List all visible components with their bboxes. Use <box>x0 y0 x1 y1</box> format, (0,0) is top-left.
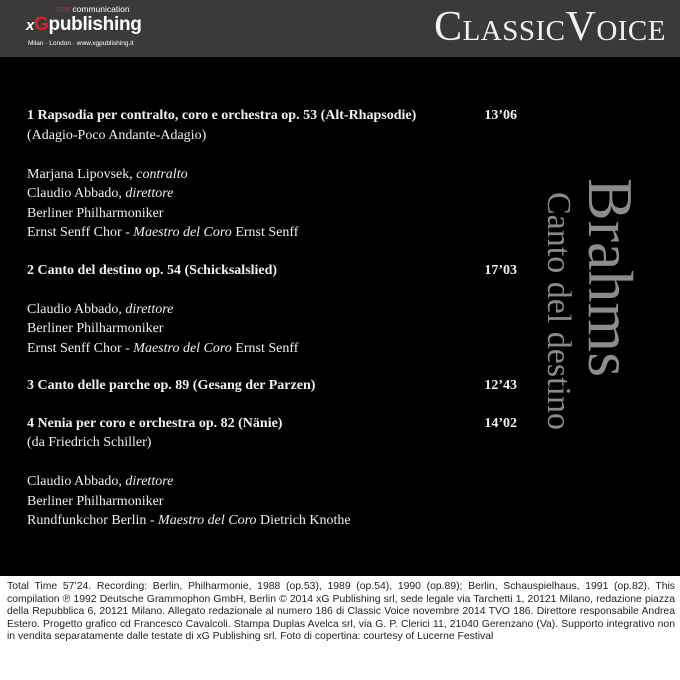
composer-vertical-title: Brahms <box>575 178 646 378</box>
credit-line: Berliner Philharmoniker <box>27 321 164 336</box>
logo-wordmark: xGpublishing <box>26 14 142 35</box>
track-title: 4 Nenia per coro e orchestra op. 82 (Nänie) <box>27 415 283 431</box>
track-list <box>27 106 527 531</box>
credit-line: Ernst Senff Chor - Maestro del Coro Ernst Senff <box>27 225 299 240</box>
track-2 <box>27 261 527 359</box>
footer-text: Total Time 57’24. Recording: Berlin, Philharmonie, 1988 (op.53), 1989 (op.54), 1990 (op.89); Berlin, Schauspielhaus, 1991 (op.82). This compilation ℗ 1992 Deutsche Grammophon GmbH, Berlin © 2014 xG Publishing srl, sede legale via Tarchetti 1, 20121 Milano, redazione piazza della Repubblica 6, 20121 Milano. Allegato redazionale al numero 186 di Classic Voice novembre 2014 TVO 186. Direttore responsabile Andrea Estero. Progetto grafico cd Francesco Cavalcoli. Stampa Duplas Avelca srl, via G. P. Clerici 11, 21040 Gerenzano (Va). Supporto integrativo non in vendita separatamente dalle testate di xG Publishing srl. Foto di copertina: courtesy of Lucerne Festival <box>7 581 675 643</box>
track-title: 3 Canto delle parche op. 89 (Gesang der Parzen) <box>27 378 316 393</box>
track-duration: 17’03 <box>484 262 517 278</box>
header-bar <box>0 0 680 57</box>
credit-line: Rundfunkchor Berlin - Maestro del Coro Dietrich Knothe <box>27 513 351 528</box>
track-subtitle: (da Friedrich Schiller) <box>27 435 152 450</box>
credit-line: Claudio Abbado, direttore <box>27 474 174 489</box>
logo-locations: Milan · London · www.xgpublishing.it <box>28 40 134 47</box>
work-vertical-title: Canto del destino <box>540 192 577 430</box>
credit-line: Ernst Senff Chor - Maestro del Coro Ernst Senff <box>27 340 299 356</box>
track-title: 1 Rapsodia per contralto, coro e orchestra op. 53 (Alt-Rhapsodie) <box>27 108 417 123</box>
track-4 <box>27 414 527 531</box>
credit-line: Claudio Abbado, direttore <box>27 186 174 201</box>
credit-line: Berliner Philharmoniker <box>27 205 164 221</box>
logo-tagline: SEP communication <box>56 4 130 14</box>
xg-publishing-logo <box>26 4 166 52</box>
credit-line: Claudio Abbado, direttore <box>27 301 174 317</box>
track-duration: 13’06 <box>484 108 517 123</box>
classic-voice-brand: ClassicVoice <box>434 4 666 50</box>
credit-line: Marjana Lipovsek, contralto <box>27 166 188 182</box>
track-3 <box>27 376 527 396</box>
track-title: 2 Canto del destino op. 54 (Schicksalslied) <box>27 262 278 278</box>
track-1 <box>27 106 527 243</box>
track-duration: 12’43 <box>484 378 517 393</box>
track-subtitle: (Adagio-Poco Andante-Adagio) <box>27 127 207 143</box>
footer-credits <box>0 576 680 680</box>
track-duration: 14’02 <box>484 415 517 431</box>
credit-line: Berliner Philharmoniker <box>27 493 164 509</box>
